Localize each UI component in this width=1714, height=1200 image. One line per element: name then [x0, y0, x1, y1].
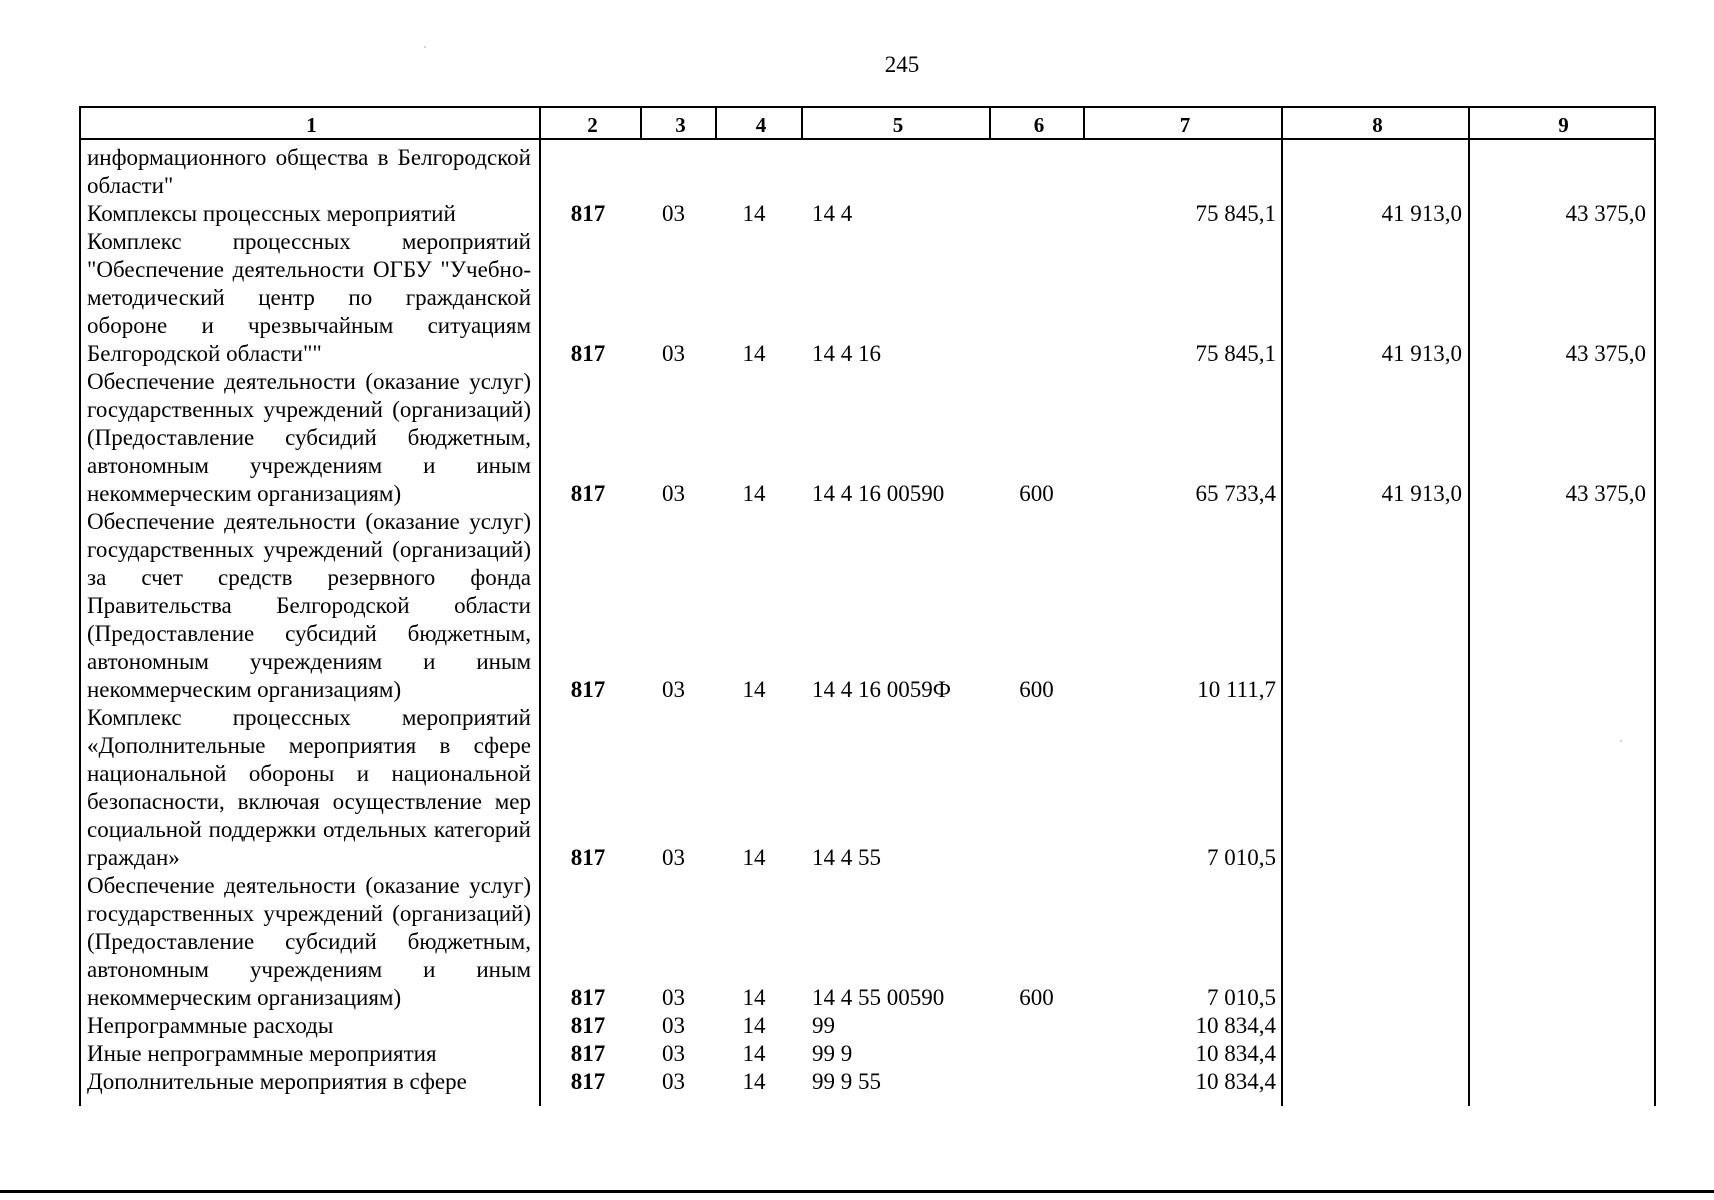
table-row — [79, 704, 1656, 872]
budget-table — [79, 106, 1656, 1106]
row-amount-year2: 41 913,0 — [1381, 201, 1462, 226]
row-grbs: 817 — [570, 1069, 606, 1094]
row-target-article: 14 4 — [812, 201, 853, 226]
row-name: Иные непрограммные мероприятия — [87, 1041, 437, 1066]
table-row — [79, 200, 1656, 228]
row-grbs: 817 — [570, 481, 606, 506]
row-target-article: 14 4 16 00590 — [812, 481, 945, 506]
header-cell-1: 1 — [306, 113, 317, 137]
header-divider — [640, 106, 642, 140]
row-grbs: 817 — [570, 985, 606, 1010]
row-grbs: 817 — [570, 341, 606, 366]
header-divider — [715, 106, 717, 140]
row-amount-year1: 10 111,7 — [1197, 677, 1276, 702]
row-subsection: 14 — [742, 677, 766, 702]
table-row — [79, 228, 1656, 368]
row-name: Непрограммные расходы — [87, 1013, 334, 1038]
row-target-article: 14 4 55 00590 — [812, 985, 945, 1010]
row-grbs: 817 — [570, 677, 606, 702]
row-section: 03 — [662, 1069, 685, 1094]
header-cell-2: 2 — [587, 113, 598, 137]
row-section: 03 — [662, 1041, 685, 1066]
table-row — [79, 872, 1656, 1012]
row-target-article: 14 4 16 0059Ф — [812, 677, 951, 702]
row-amount-year3: 43 375,0 — [1565, 481, 1646, 506]
row-grbs: 817 — [570, 201, 606, 226]
row-target-article: 14 4 16 — [812, 341, 881, 366]
row-section: 03 — [662, 677, 685, 702]
row-target-article: 99 9 55 — [812, 1069, 881, 1094]
row-amount-year1: 7 010,5 — [1207, 845, 1276, 870]
row-amount-year2: 41 913,0 — [1381, 341, 1462, 366]
row-amount-year1: 65 733,4 — [1195, 481, 1276, 506]
header-divider — [801, 106, 803, 140]
row-name: Обеспечение деятельности (оказание услуг) государственных учреждений (организаций) (Предоставление субсидий бюджетным, автономным учреждениям и иным некоммерческим организациям) — [87, 369, 531, 506]
header-cell-5: 5 — [892, 113, 904, 137]
row-amount-year1: 10 834,4 — [1195, 1069, 1276, 1094]
header-divider — [989, 106, 991, 140]
page-number: 245 — [884, 52, 920, 77]
row-expense-type: 600 — [1019, 677, 1054, 702]
row-amount-year1: 75 845,1 — [1195, 201, 1276, 226]
row-target-article: 99 — [812, 1013, 835, 1038]
row-subsection: 14 — [742, 1041, 766, 1066]
row-subsection: 14 — [742, 985, 766, 1010]
row-subsection: 14 — [742, 481, 766, 506]
row-name: Комплекс процессных мероприятий «Дополнительные мероприятия в сфере национальной обороны и национальной безопасности, включая осуществление мер социальной поддержки отдельных категорий граждан» — [87, 705, 531, 870]
row-subsection: 14 — [742, 201, 766, 226]
table-row — [79, 368, 1656, 508]
row-section: 03 — [662, 1013, 685, 1038]
row-amount-year3: 43 375,0 — [1565, 341, 1646, 366]
header-divider — [1083, 106, 1085, 140]
table-row — [79, 1012, 1656, 1040]
header-cell-9: 9 — [1558, 113, 1569, 137]
table-header — [79, 106, 1656, 140]
row-amount-year3: 43 375,0 — [1565, 201, 1646, 226]
scan-speck — [1620, 740, 1622, 742]
header-cell-3: 3 — [675, 113, 686, 137]
row-target-article: 14 4 55 — [812, 845, 881, 870]
row-name: Дополнительные мероприятия в сфере — [87, 1069, 467, 1094]
table-row — [79, 1040, 1656, 1068]
table-row — [79, 1068, 1656, 1096]
scan-speck — [424, 46, 426, 48]
row-subsection: 14 — [742, 845, 766, 870]
row-expense-type: 600 — [1019, 985, 1054, 1010]
row-amount-year1: 10 834,4 — [1195, 1041, 1276, 1066]
row-section: 03 — [662, 985, 685, 1010]
row-grbs: 817 — [570, 1013, 606, 1038]
row-subsection: 14 — [742, 1013, 766, 1038]
header-cell-7: 7 — [1179, 113, 1191, 137]
header-cell-4: 4 — [755, 113, 767, 137]
row-expense-type: 600 — [1019, 481, 1054, 506]
table-row — [79, 144, 1656, 200]
row-amount-year1: 10 834,4 — [1195, 1013, 1276, 1038]
row-amount-year1: 7 010,5 — [1207, 985, 1276, 1010]
row-name: Обеспечение деятельности (оказание услуг) государственных учреждений (организаций) за счет средств резервного фонда Правительства Белгородской области (Предоставление субсидий бюджетным, автономным учреждениям и иным некоммерческим организациям) — [87, 509, 531, 702]
row-name: Обеспечение деятельности (оказание услуг) государственных учреждений (организаций) (Предоставление субсидий бюджетным, автономным учреждениям и иным некоммерческим организациям) — [87, 873, 531, 1010]
row-grbs: 817 — [570, 1041, 606, 1066]
row-grbs: 817 — [570, 845, 606, 870]
page-edge-rule — [0, 1190, 1714, 1193]
row-name: Комплексы процессных мероприятий — [87, 201, 456, 226]
row-section: 03 — [662, 845, 685, 870]
row-amount-year2: 41 913,0 — [1381, 481, 1462, 506]
row-subsection: 14 — [742, 341, 766, 366]
table-row — [79, 508, 1656, 704]
header-cell-8: 8 — [1372, 113, 1383, 137]
row-name: информационного общества в Белгородской области" — [87, 145, 531, 198]
row-section: 03 — [662, 201, 685, 226]
row-name: Комплекс процессных мероприятий "Обеспечение деятельности ОГБУ "Учебно-методический центр по гражданской обороне и чрезвычайным ситуациям Белгородской области"" — [87, 229, 531, 366]
row-section: 03 — [662, 481, 685, 506]
row-target-article: 99 9 — [812, 1041, 853, 1066]
row-section: 03 — [662, 341, 685, 366]
row-subsection: 14 — [742, 1069, 766, 1094]
header-cell-6: 6 — [1033, 113, 1045, 137]
row-amount-year1: 75 845,1 — [1195, 341, 1276, 366]
